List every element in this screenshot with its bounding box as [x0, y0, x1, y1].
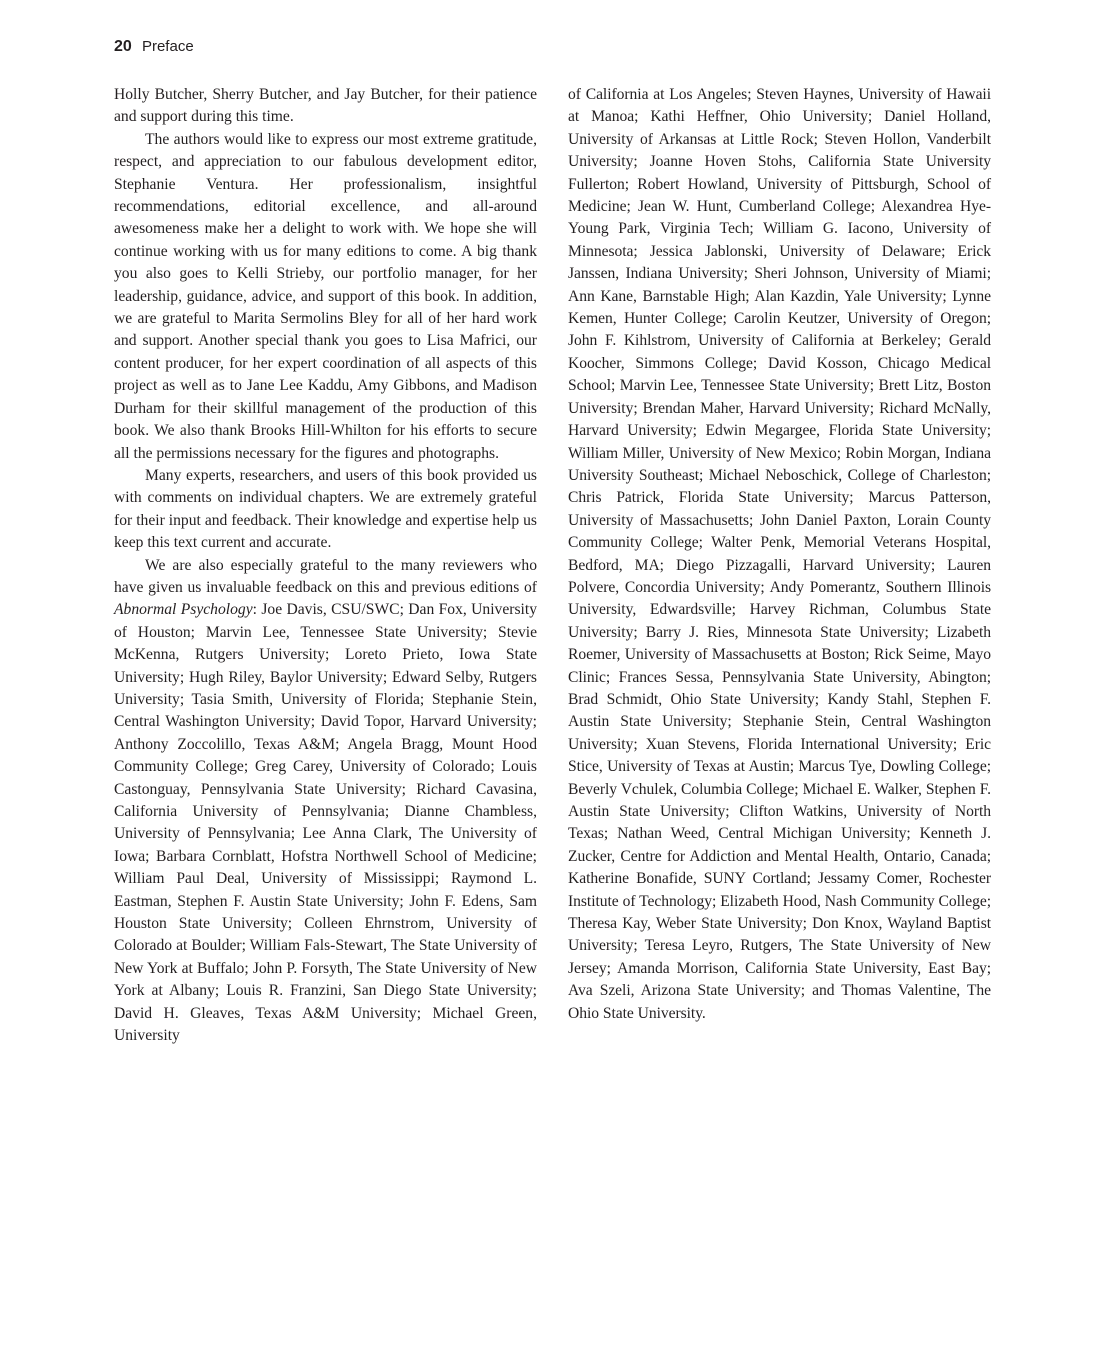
left-column: [114, 84, 537, 1047]
reviewers-list-text: : Joe Davis, CSU/SWC; Dan Fox, University of Houston; Marvin Lee, Tennessee State University; Stevie McKenna, Rutgers University; Loreto Prieto, Iowa State University; Hugh Riley, Baylor University; Edward Selby, Rutgers University; Tasia Smith, University of Florida; Stephanie Stein, Central Washington University; David Topor, Harvard University; Anthony Zoccolillo, Texas A&M; Angela Bragg, Mount Hood Community College; Greg Carey, University of Colorado; Louis Castonguay, Pennsylvania State University; Richard Cavasina, California University of Pennsylvania; Dianne Chambless, University of Pennsylvania; Lee Anna Clark, The University of Iowa; Barbara Cornblatt, Hofstra Northwell School of Medicine; William Paul Deal, University of Mississippi; Raymond L. Eastman, Stephen F. Austin State University; John F. Edens, Sam Houston State University; Colleen Ehrnstrom, University of Colorado at Boulder; William Fals-Stewart, The State University of New York at Buffalo; John P. Forsyth, The State University of New York at Albany; Louis R. Franzini, San Diego State University; David H. Gleaves, Texas A&M University; Michael Green, University: [114, 601, 537, 1045]
paragraph-experts-thanks: Many experts, researchers, and users of this book provided us with comments on individual chapters. We are extremely grateful for their input and feedback. Their knowledge and expertise help us keep this text current and accurate.: [114, 466, 537, 552]
paragraph-reviewers-continued: of California at Los Angeles; Steven Haynes, University of Hawaii at Manoa; Kathi Heffner, Ohio University; Daniel Holland, University of Arkansas at Little Rock; Steven Hollon, Vanderbilt University; Joanne Hoven Stohs, California State University Fullerton; Robert Howland, University of Pittsburgh, School of Medicine; Jean W. Hunt, Cumberland College; Alexandrea Hye-Young Park, Virginia Tech; William G. Iacono, University of Minnesota; Jessica Jablonski, University of Delaware; Erick Janssen, Indiana University; Sheri Johnson, University of Miami; Ann Kane, Barnstable High; Alan Kazdin, Yale University; Lynne Kemen, Hunter College; Carolin Keutzer, University of Oregon; John F. Kihlstrom, University of California at Berkeley; Gerald Koocher, Simmons College; David Kosson, Chicago Medical School; Marvin Lee, Tennessee State University; Brett Litz, Boston University; Brendan Maher, Harvard University; Richard McNally, Harvard University; Edwin Megargee, Florida State University; William Miller, University of New Mexico; Robin Morgan, Indiana University Southeast; Michael Neboschick, College of Charleston; Chris Patrick, Florida State University; Marcus Patterson, University of Massachusetts; John Daniel Paxton, Lorain County Community College; Walter Penk, Memorial Veterans Hospital, Bedford, MA; Diego Pizzagalli, Harvard University; Lauren Polvere, Concordia University; Andy Pomerantz, Southern Illinois University, Edwardsville; Harvey Richman, Columbus State University; Barry J. Ries, Minnesota State University; Lizabeth Roemer, University of Massachusetts at Boston; Rick Seime, Mayo Clinic; Frances Sessa, Pennsylvania State University, Abington; Brad Schmidt, Ohio State University; Kandy Stahl, Stephen F. Austin State University; Stephanie Stein, Central Washington University; Xuan Stevens, Florida International University; Eric Stice, University of Texas at Austin; Marcus Tye, Dowling College; Beverly Vchulek, Columbia College; Michael E. Walker, Stephen F. Austin State University; Clifton Watkins, University of North Texas; Nathan Weed, Central Michigan University; Kenneth J. Zucker, Centre for Addiction and Mental Health, Ontario, Canada; Katherine Bonafide, SUNY Cortland; Jessamy Comer, Rochester Institute of Technology; Elizabeth Hood, Nash Community College; Theresa Kay, Weber State University; Don Knox, Wayland Baptist University; Teresa Leyro, Rutgers, The State University of New Jersey; Amanda Morrison, California State University, East Bay; Ava Szeli, Arizona State University; and Thomas Valentine, The Ohio State University.: [568, 86, 991, 1022]
running-head: [114, 37, 194, 57]
reviewers-intro-text: We are also especially grateful to the many reviewers who have given us invaluable feedback on this and previous editions of: [114, 556, 537, 596]
paragraph-reviewers: [114, 555, 537, 1048]
section-title: Preface: [141, 38, 194, 55]
right-column: [568, 84, 991, 1025]
paragraph-editors-thanks: The authors would like to express our most extreme gratitude, respect, and appreciation to our fabulous development editor, Stephanie Ventura. Her professionalism, insightful recommendations, editorial excellence, and all-around awesomeness make her a delight to work with. We hope she will continue working with us for many editions to come. A big thank you also goes to Kelli Strieby, our portfolio manager, for her leadership, guidance, advice, and support of this book. In addition, we are grateful to Marita Sermolins Bley for all of her hard work and support. Another special thank you goes to Lisa Mafrici, our content producer, for her expert coordination of all aspects of this project as well as to Jane Lee Kaddu, Amy Gibbons, and Madison Durham for their skillful management of the production of this book. We also thank Brooks Hill-Whilton for his efforts to secure all the permissions necessary for the figures and photographs.: [114, 130, 537, 462]
paragraph-continued: Holly Butcher, Sherry Butcher, and Jay Butcher, for their patience and support during this time.: [114, 86, 537, 126]
page-number: 20: [114, 38, 132, 55]
book-title: Abnormal Psychology: [114, 601, 253, 619]
